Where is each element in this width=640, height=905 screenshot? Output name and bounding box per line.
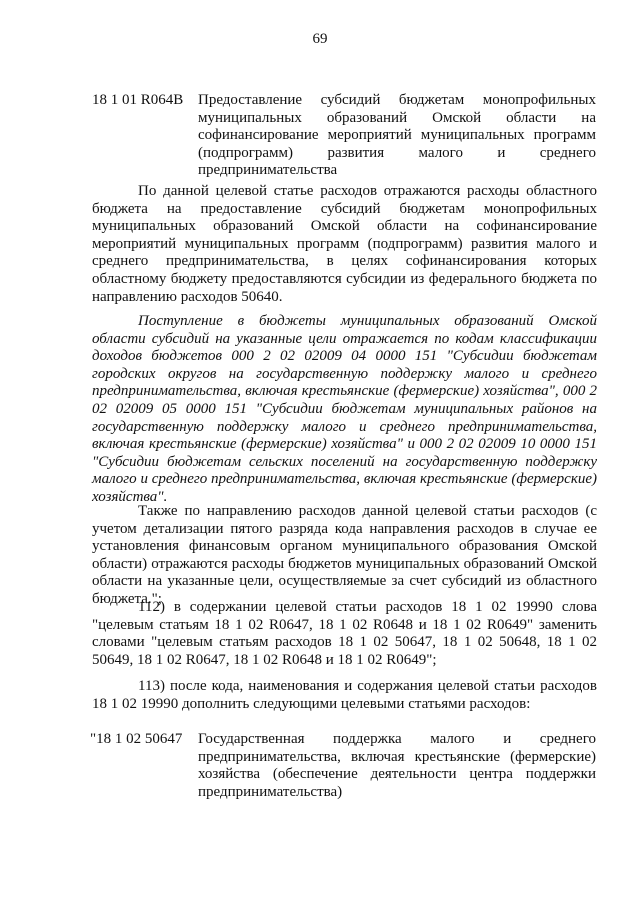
target-article-code: 18 1 01 R064B — [92, 92, 184, 108]
paragraph-item-112: 112) в содержании целевой статьи расходов 18 1 02 19990 слова "целевым статьям 18 1 02 R0647, 18 1 02 R0648 и 18 1 02 R0649" заменить словами "целевым статьям расходов 18 1 02 50647, 18 1 02 50648, 18 1 02 50649, 18 1 02 R0647, 18 1 02 R0648 и 18 1 02 R0649"; — [92, 599, 597, 668]
target-article-entry — [92, 92, 596, 180]
target-article-description: Государственная поддержка малого и среднего предпринимательства, включая крестьянские (фермерские) хозяйства (обеспечение деятельности центра поддержки предпринимательства) — [198, 731, 596, 800]
target-article-description: Предоставление субсидий бюджетам монопрофильных муниципальных образований Омской области на софинансирование мероприятий муниципальных программ (подпрограмм) развития малого и среднего предпринимательства — [198, 92, 596, 179]
target-article-entry — [92, 731, 596, 801]
paragraph-income-classification: Поступление в бюджеты муниципальных образований Омской области субсидий на указанные цели отражается по кодам классификации доходов бюджетов 000 2 02 02009 04 0000 151 "Субсидии бюджетам городских округов на государственную поддержку малого и среднего предпринимательства, включая крестьянские (фермерские) хозяйства", 000 2 02 02009 05 0000 151 "Субсидии бюджетам муниципальных районов на государственную поддержку малого и среднего предпринимательства, включая крестьянские (фермерские) хозяйства" и 000 2 02 02009 10 0000 151 "Субсидии бюджетам сельских поселений на государственную поддержку малого и среднего предпринимательства, включая крестьянские (фермерские) хозяйства". — [92, 313, 597, 505]
paragraph-municipal-expenses: Также по направлению расходов данной целевой статьи расходов (с учетом детализации пятого разряда кода направления расходов в случае ее установления финансовым органом муниципального образования Омской области) отражаются расходы бюджетов муниципальных образований Омской области на указанные цели, осуществляемые за счет субсидий из областного бюджета."; — [92, 503, 597, 607]
page-number: 69 — [312, 31, 328, 47]
paragraph-item-113: 113) после кода, наименования и содержания целевой статьи расходов 18 1 02 19990 дополнить следующими целевыми статьями расходов: — [92, 678, 597, 712]
target-article-code: "18 1 02 50647 — [90, 731, 183, 747]
paragraph-expenses-description: По данной целевой статье расходов отражаются расходы областного бюджета на предоставление субсидий бюджетам монопрофильных муниципальных образований Омской области на софинансирование мероприятий муниципальных программ (подпрограмм) развития малого и среднего предпринимательства, в целях софинансирования которых областному бюджету предоставляются субсидии из федерального бюджета по направлению расходов 50640. — [92, 183, 597, 305]
